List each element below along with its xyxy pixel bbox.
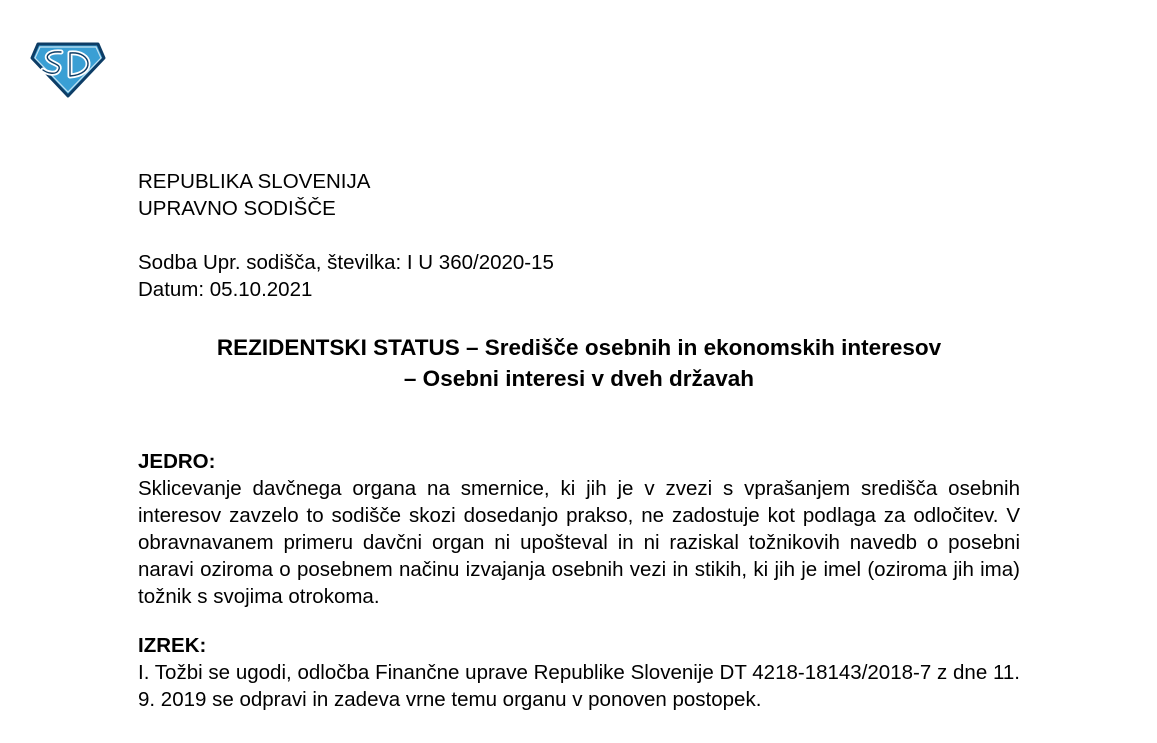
country-name: REPUBLIKA SLOVENIJA [138, 170, 371, 193]
court-name: UPRAVNO SODIŠČE [138, 197, 336, 220]
court-logo [30, 40, 106, 98]
document-title [138, 332, 1020, 394]
izrek-text: I. Tožbi se ugodi, odločba Finančne uprave Republike Slovenije DT 4218-18143/2018-7 z dne 11. 9. 2019 se odpravi in zadeva vrne temu organu v ponoven postopek. [138, 661, 1020, 711]
title-line-2: – Osebni interesi v dveh državah [403, 366, 755, 391]
case-number: Sodba Upr. sodišča, številka: I U 360/2020-15 [138, 251, 554, 274]
court-header [138, 168, 1020, 222]
title-line-1: REZIDENTSKI STATUS – Središče osebnih in ekonomskih interesov [216, 335, 942, 360]
izrek-heading: IZREK: [138, 634, 207, 657]
case-meta [138, 249, 1020, 303]
jedro-text: Sklicevanje davčnega organa na smernice, ki jih je v zvezi s vprašanjem središča osebnih interesov zavzelo to sodišče skozi dosedanjo prakso, ne zadostuje kot podlaga za odločitev. V obravnavanem primeru davčni organ ni upošteval in ni raziskal tožnikovih navedb o posebni naravi oziroma o posebnem načinu izvajanja osebnih vezi in stikih, ki jih je imel (oziroma jih ima) tožnik s svojima otrokoma. [138, 477, 1020, 608]
case-date: Datum: 05.10.2021 [138, 278, 313, 301]
court-shield-logo-icon [30, 40, 106, 98]
jedro-heading: JEDRO: [138, 450, 216, 473]
izrek-section [138, 632, 1020, 713]
jedro-section [138, 448, 1020, 610]
